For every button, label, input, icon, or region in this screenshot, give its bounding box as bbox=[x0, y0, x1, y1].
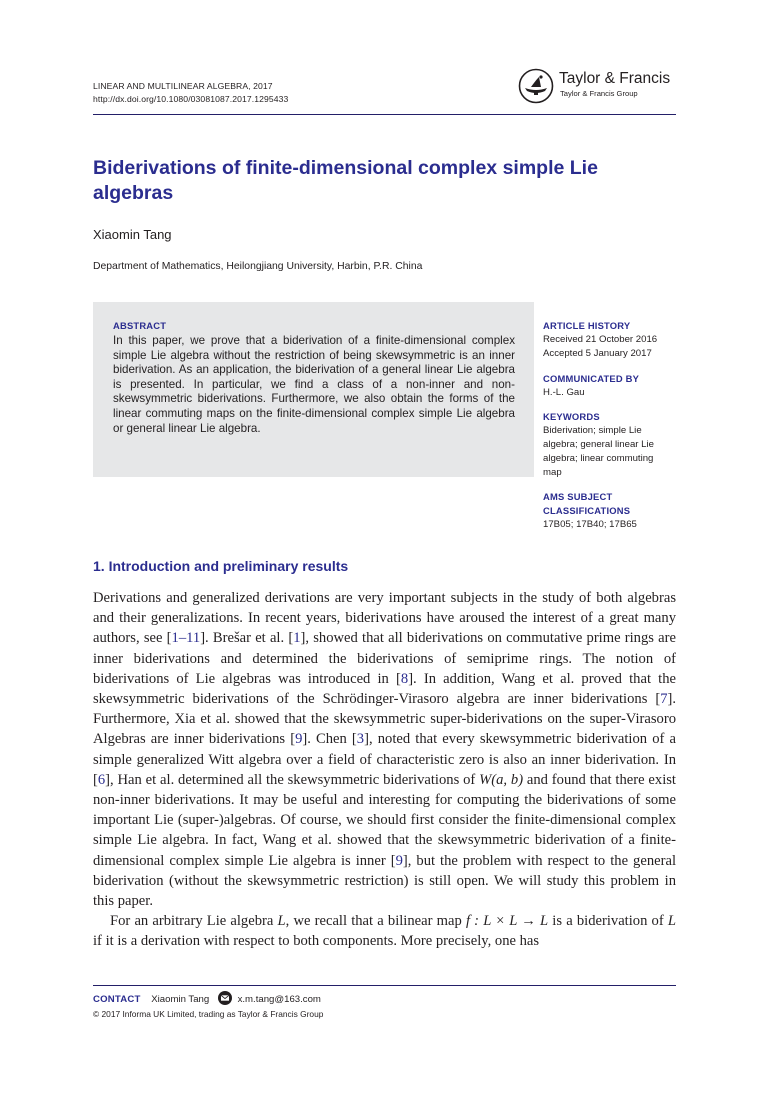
article-title bbox=[93, 156, 653, 206]
affiliation: Department of Mathematics, Heilongjiang University, Harbin, P.R. China bbox=[93, 261, 423, 272]
title-line-2: algebras bbox=[93, 182, 174, 204]
header-divider bbox=[93, 114, 676, 115]
footer-divider bbox=[93, 985, 676, 986]
publisher-name: Taylor & Francis bbox=[559, 70, 671, 87]
copyright-notice: © 2017 Informa UK Limited, trading as Taylor & Francis Group bbox=[93, 1009, 324, 1019]
contact-line bbox=[93, 991, 321, 1005]
keywords-line-3: algebra; linear commuting bbox=[543, 453, 654, 464]
journal-header bbox=[93, 80, 288, 106]
journal-name: LINEAR AND MULTILINEAR ALGEBRA, 2017 bbox=[93, 81, 273, 91]
citation-link[interactable]: 8 bbox=[400, 670, 409, 687]
math-L: L bbox=[667, 913, 676, 930]
citation-link[interactable]: 6 bbox=[97, 771, 106, 788]
ams-codes: 17B05; 17B40; 17B65 bbox=[543, 519, 637, 530]
email-icon bbox=[218, 991, 232, 1005]
section-heading: 1. Introduction and preliminary results bbox=[93, 558, 349, 574]
taylor-francis-logo-icon bbox=[518, 68, 554, 104]
abstract-text: In this paper, we prove that a biderivation of a finite-dimensional complex simple Lie algebra without the restriction of being skewsymmetric is an inner biderivation. As an application, the biderivation of a general linear Lie algebra is presented. In particular, we find a class of a non-inner and non-skewsymmetric biderivations. Furthermore, we also obtain the forms of the linear commuting maps on the finite-dimensional complex simple Lie algebra or general linear Lie algebra. bbox=[113, 334, 515, 435]
keywords-line-2: algebra; general linear Lie bbox=[543, 439, 654, 450]
body-text bbox=[93, 588, 676, 952]
contact-label: CONTACT bbox=[93, 994, 141, 1005]
publisher-group: Taylor & Francis Group bbox=[560, 89, 638, 98]
ams-heading-line-1: AMS SUBJECT bbox=[543, 491, 613, 502]
math-bilinear-map: f : L × L → L bbox=[465, 913, 549, 930]
article-history-heading: ARTICLE HISTORY bbox=[543, 320, 631, 331]
abstract-heading: ABSTRACT bbox=[113, 320, 167, 331]
contact-name: Xiaomin Tang bbox=[151, 994, 210, 1005]
doi-link[interactable]: http://dx.doi.org/10.1080/03081087.2017.1295433 bbox=[93, 94, 289, 104]
citation-link[interactable]: 1–11 bbox=[171, 630, 201, 647]
citation-link[interactable]: 9 bbox=[395, 852, 403, 869]
paragraph-1: Derivations and generalized derivations are very important subjects in the study of both algebras and their generalizations. In recent years, biderivations have aroused the interest of a great many authors, see [1–11]. Brešar et al. [1], showed that all biderivations on commutative prime rings are inner biderivations and determined the biderivations of semiprime rings. The notion of biderivations of Lie algebras was introduced in [8]. In addition, Wang et al. proved that the skewsymmetric biderivations of the Schrödinger-Virasoro algebra are inner biderivations [7]. Furthermore, Xia et al. showed that the skewsymmetric super-biderivations on the super-Virasoro Algebras are inner biderivations [9]. Chen [3], noted that every skewsymmetric biderivation of a simple generalized Witt algebra over a field of characteristic zero is also an inner biderivation. In [6], Han et al. determined all the skewsymmetric biderivations of W(a, b) and found that there exist non-inner biderivations. It may be useful and interesting for computing the biderivations of some important Lie (super-)algebras. Of course, we should first consider the finite-dimensional complex simple Lie algebra. In fact, Wang et al. showed that the skewsymmetric biderivation of a finite-dimensional complex simple Lie algebra is inner [9], but the problem with respect to the general biderivation (without the skewsymmetric restriction) is still open. We will study this problem in this paper. bbox=[93, 590, 676, 910]
math-w-ab: W(a, b) bbox=[479, 771, 524, 788]
paragraph-2: For an arbitrary Lie algebra L, we recall that a bilinear map f : L × L → L is a biderivation of L if it is a derivation with respect to both components. More precisely, one has bbox=[93, 913, 676, 950]
communicated-by: H.-L. Gau bbox=[543, 387, 585, 398]
citation-link[interactable]: 9 bbox=[295, 731, 303, 748]
math-L: L bbox=[277, 913, 286, 930]
ams-heading-line-2: CLASSIFICATIONS bbox=[543, 505, 631, 516]
citation-link[interactable]: 7 bbox=[660, 691, 668, 708]
keywords-line-4: map bbox=[543, 467, 562, 478]
keywords-heading: KEYWORDS bbox=[543, 411, 600, 422]
accepted-date: Accepted 5 January 2017 bbox=[543, 348, 652, 359]
received-date: Received 21 October 2016 bbox=[543, 334, 658, 345]
citation-link[interactable]: 1 bbox=[293, 630, 301, 647]
contact-email[interactable]: x.m.tang@163.com bbox=[237, 994, 321, 1005]
author-name: Xiaomin Tang bbox=[93, 227, 172, 242]
keywords-line-1: Biderivation; simple Lie bbox=[543, 425, 642, 436]
citation-link[interactable]: 3 bbox=[356, 731, 365, 748]
title-line-1: Biderivations of finite-dimensional complex simple Lie bbox=[93, 157, 598, 179]
publisher-brand bbox=[518, 68, 678, 104]
communicated-heading: COMMUNICATED BY bbox=[543, 373, 640, 384]
